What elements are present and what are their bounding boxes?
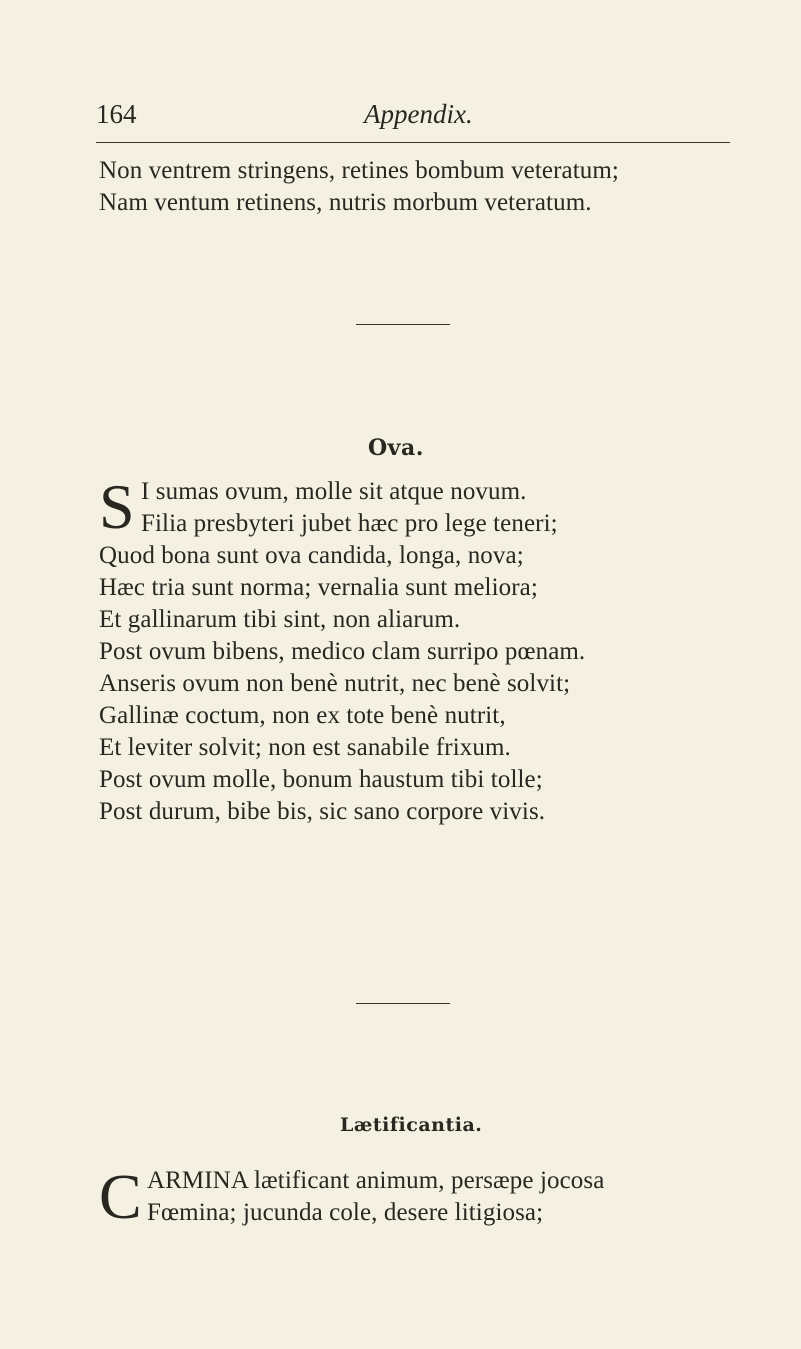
verse-line: Post ovum molle, bonum haustum tibi tolle;: [99, 766, 543, 793]
verse-line: Quod bona sunt ova candida, longa, nova;: [99, 542, 524, 569]
verse-line: Hæc tria sunt norma; vernalia sunt meliora;: [99, 574, 538, 601]
verse-line: Non ventrem stringens, retines bombum veteratum;: [99, 157, 619, 184]
dropcap-group: [99, 1161, 739, 1232]
section-divider: [356, 1003, 450, 1004]
verse-line: Gallinæ coctum, non ex tote benè nutrit,: [99, 702, 506, 729]
verse-line: Nam ventum retinens, nutris morbum veteratum.: [99, 189, 592, 216]
section-divider: [356, 324, 450, 325]
section-title-ova: Ova.: [368, 435, 424, 461]
dropcap-group: [99, 471, 739, 542]
verse-line: Filia presbyteri jubet hæc pro lege teneri;: [141, 510, 558, 537]
drop-cap: S: [99, 471, 135, 542]
running-head: [96, 96, 730, 143]
verse-line: Fœmina; jucunda cole, desere litigiosa;: [147, 1199, 544, 1226]
verse-line: ARMINA lætificant animum, persæpe jocosa: [147, 1167, 605, 1194]
verse-line: Post ovum bibens, medico clam surripo pœnam.: [99, 638, 586, 665]
verse-line: Et gallinarum tibi sint, non aliarum.: [99, 606, 461, 633]
section-title-laetificantia: Lætificantia.: [340, 1114, 483, 1136]
verse-line: Post durum, bibe bis, sic sano corpore vivis.: [99, 798, 546, 825]
page-number: 164: [96, 99, 137, 129]
section-laetificantia-verse: [99, 1161, 739, 1232]
opening-verse: [99, 155, 739, 219]
verse-line: Anseris ovum non benè nutrit, nec benè solvit;: [99, 670, 571, 697]
running-title: Appendix.: [364, 99, 473, 129]
section-ova-verse: [99, 471, 739, 828]
verse-line: Et leviter solvit; non est sanabile frixum.: [99, 734, 511, 761]
drop-cap: C: [99, 1161, 142, 1232]
verse-line: I sumas ovum, molle sit atque novum.: [141, 478, 527, 505]
